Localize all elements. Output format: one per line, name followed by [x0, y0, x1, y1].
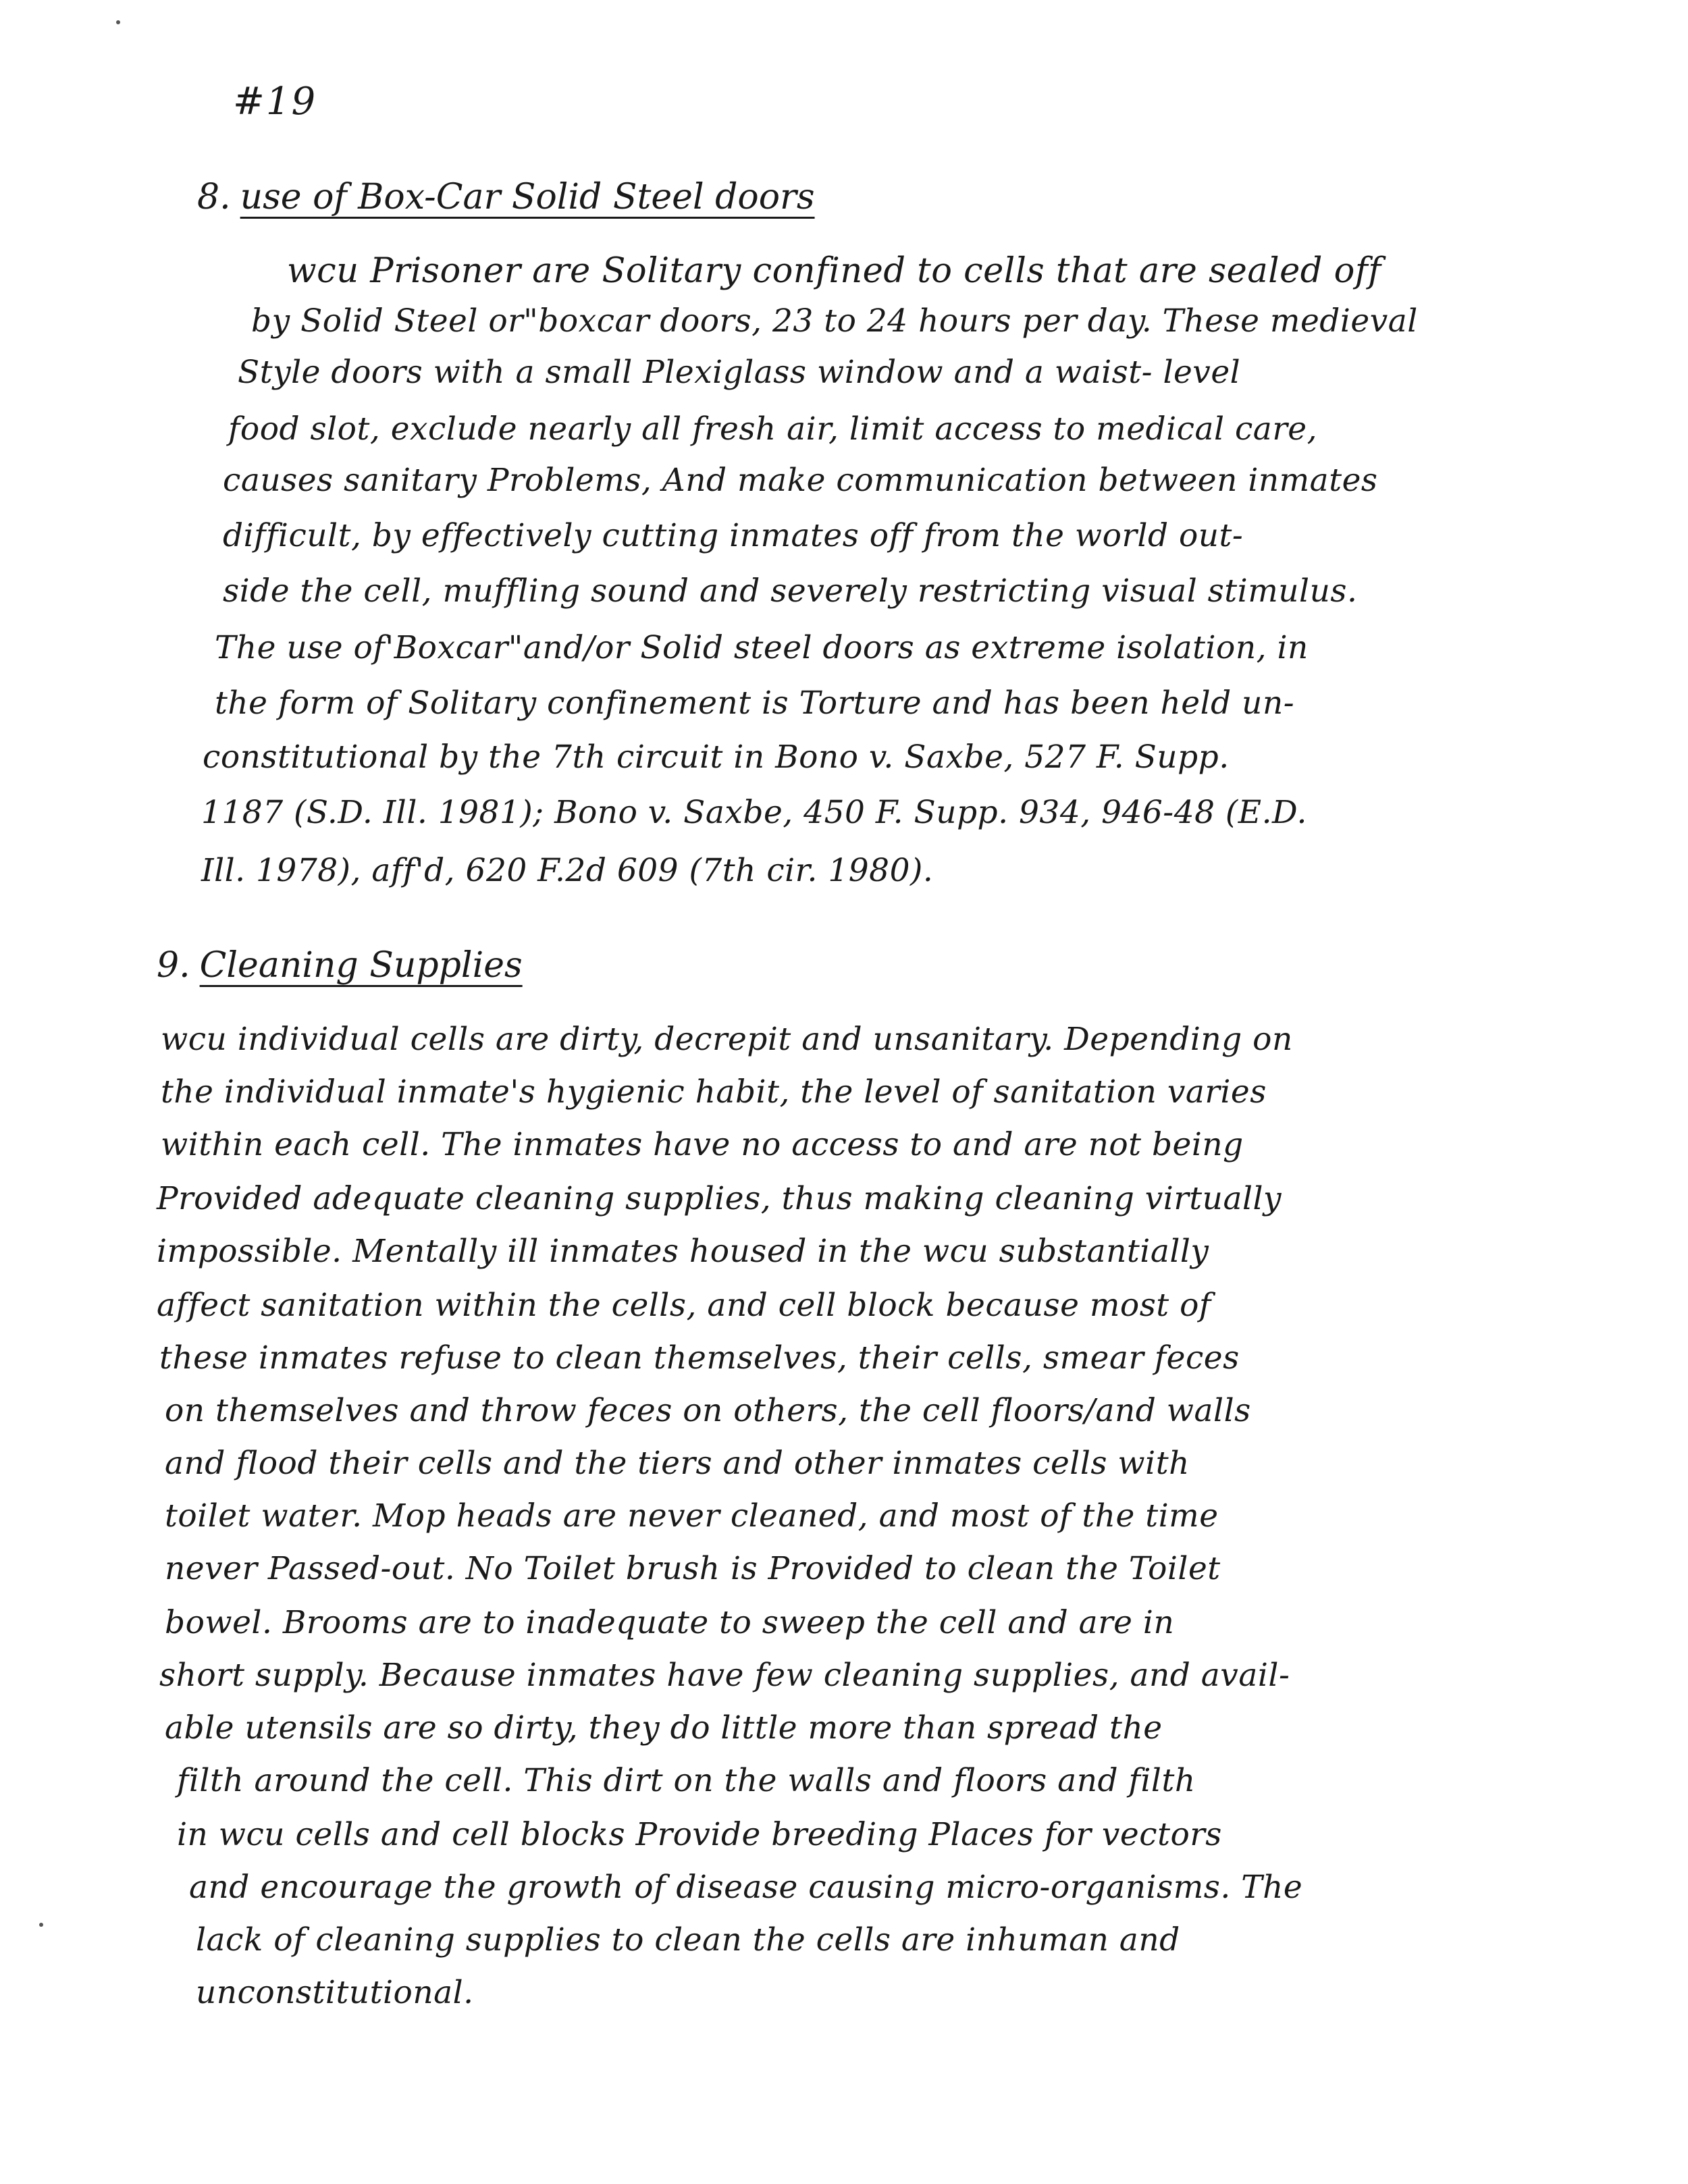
- text-line: food slot, exclude nearly all fresh air, limit access to medical care,: [228, 410, 1318, 448]
- text-line: Style doors with a small Plexiglass window and a waist- level: [238, 354, 1241, 391]
- section-number: 9.: [157, 945, 190, 986]
- text-line: causes sanitary Problems, And make communication between inmates: [223, 462, 1378, 499]
- scan-speck: [116, 20, 120, 24]
- section-number: 8.: [197, 177, 231, 217]
- text-line: able utensils are so dirty, they do little more than spread the: [165, 1709, 1163, 1747]
- text-line: and encourage the growth of disease causing micro-organisms. The: [189, 1869, 1303, 1906]
- text-line: wcu individual cells are dirty, decrepit and unsanitary. Depending on: [161, 1021, 1293, 1058]
- section-title: Cleaning Supplies: [199, 945, 523, 986]
- page-number: #19: [233, 80, 317, 124]
- text-line: these inmates refuse to clean themselves, their cells, smear feces: [159, 1339, 1240, 1377]
- text-line: affect sanitation within the cells, and cell block because most of: [157, 1287, 1211, 1324]
- text-line: difficult, by effectively cutting inmates off from the world out-: [223, 517, 1244, 554]
- text-line: on themselves and throw feces on others, the cell floors/and walls: [165, 1392, 1251, 1429]
- text-line: Ill. 1978), aff'd, 620 F.2d 609 (7th cir. 1980).: [201, 852, 934, 889]
- text-line: within each cell. The inmates have no access to and are not being: [161, 1126, 1244, 1163]
- scan-speck: [39, 1923, 43, 1927]
- text-line: wcu Prisoner are Solitary confined to cells that are sealed off: [287, 251, 1381, 291]
- text-line: in wcu cells and cell blocks Provide breeding Places for vectors: [177, 1816, 1222, 1853]
- section-heading: [157, 945, 523, 986]
- text-line: and flood their cells and the tiers and other inmates cells with: [165, 1445, 1190, 1482]
- section-heading: [197, 177, 815, 217]
- text-line: side the cell, muffling sound and severely restricting visual stimulus.: [223, 572, 1358, 610]
- text-line: Provided adequate cleaning supplies, thus making cleaning virtually: [157, 1180, 1282, 1217]
- text-line: unconstitutional.: [196, 1974, 474, 2011]
- section-title: use of Box-Car Solid Steel doors: [240, 177, 815, 217]
- text-line: short supply. Because inmates have few cleaning supplies, and avail-: [159, 1657, 1290, 1694]
- text-line: filth around the cell. This dirt on the walls and floors and filth: [177, 1762, 1196, 1799]
- text-line: the individual inmate's hygienic habit, the level of sanitation varies: [161, 1073, 1267, 1111]
- text-line: 1187 (S.D. Ill. 1981); Bono v. Saxbe, 450 F. Supp. 934, 946-48 (E.D.: [201, 794, 1307, 831]
- text-line: constitutional by the 7th circuit in Bono v. Saxbe, 527 F. Supp.: [203, 739, 1230, 776]
- text-line: by Solid Steel or"boxcar doors, 23 to 24 hours per day. These medieval: [251, 302, 1418, 340]
- text-line: The use of'Boxcar"and/or Solid steel doors as extreme isolation, in: [215, 629, 1309, 666]
- text-line: the form of Solitary confinement is Torture and has been held un-: [215, 685, 1295, 722]
- text-line: never Passed-out. No Toilet brush is Provided to clean the Toilet: [165, 1550, 1221, 1587]
- text-line: lack of cleaning supplies to clean the cells are inhuman and: [196, 1921, 1180, 1959]
- text-line: toilet water. Mop heads are never cleaned, and most of the time: [165, 1497, 1219, 1535]
- text-line: bowel. Brooms are to inadequate to sweep the cell and are in: [165, 1604, 1175, 1641]
- text-line: impossible. Mentally ill inmates housed in the wcu substantially: [157, 1233, 1209, 1270]
